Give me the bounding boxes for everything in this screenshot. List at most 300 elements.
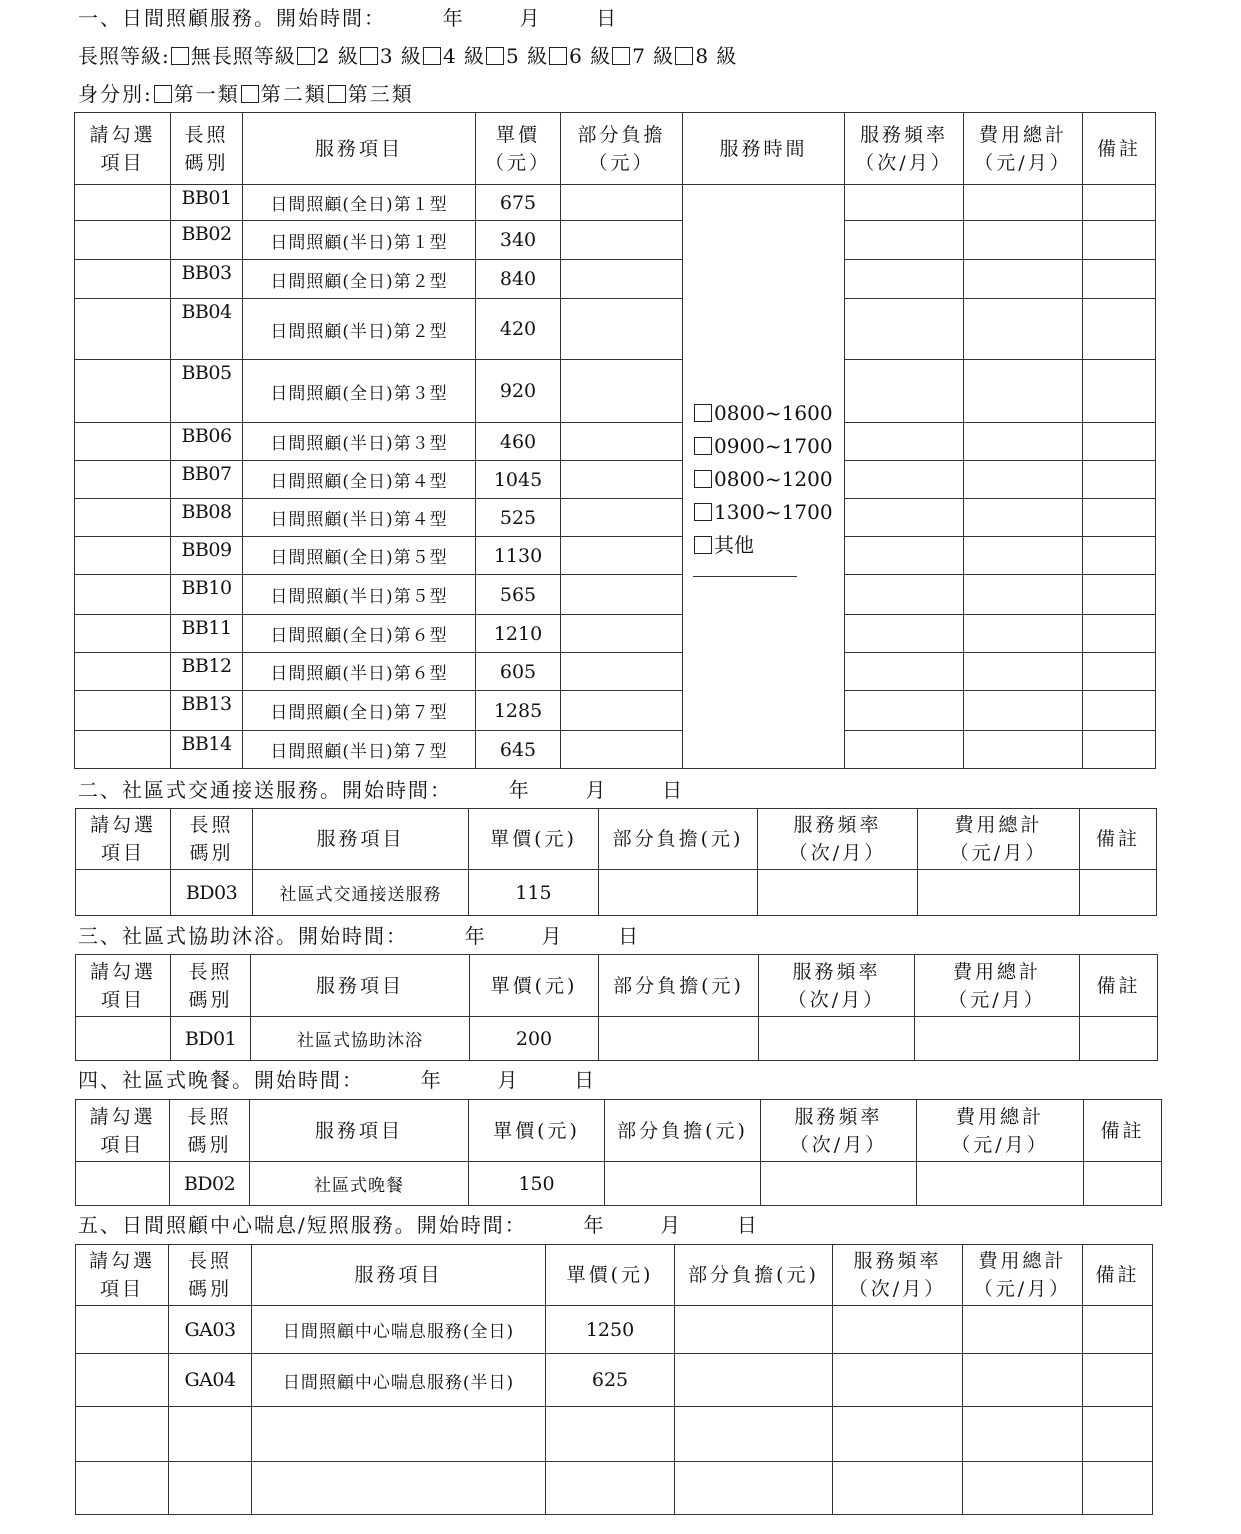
select-cell[interactable] (76, 1017, 171, 1061)
header-select: 請勾選 項目 (76, 809, 171, 870)
code-cell: BD03 (171, 870, 253, 916)
select-cell[interactable] (75, 653, 171, 691)
note-cell[interactable] (1083, 1462, 1153, 1515)
service-time-checkbox-other[interactable] (694, 536, 712, 554)
total-cell[interactable] (917, 1162, 1084, 1206)
note-cell[interactable] (1083, 1354, 1153, 1407)
grade-checkbox-5[interactable] (486, 47, 504, 65)
price-cell: 525 (476, 499, 561, 537)
code-cell[interactable] (169, 1462, 252, 1515)
select-cell[interactable] (76, 1407, 169, 1462)
header-note: 備註 (1080, 955, 1158, 1017)
code-cell: BB02 (171, 221, 243, 260)
header-item: 服務項目 (251, 955, 470, 1017)
date-year-label: 年 (508, 778, 531, 802)
copay-cell[interactable] (675, 1354, 833, 1407)
service-time-option: 0900~1700 (714, 434, 833, 458)
item-cell: 日間照顧(半日)第４型 (243, 499, 476, 537)
header-total: 費用總計 （元/月） (915, 955, 1080, 1017)
header-item: 服務項目 (250, 1100, 469, 1162)
total-cell[interactable] (964, 499, 1083, 537)
item-cell: 日間照顧中心喘息服務(全日) (252, 1306, 546, 1354)
select-cell[interactable] (76, 1354, 169, 1407)
header-freq: 服務頻率 （次/月） (761, 1100, 917, 1162)
section1-header-row (75, 113, 1156, 185)
freq-cell[interactable] (845, 499, 964, 537)
header-item: 服務項目 (243, 113, 476, 185)
select-cell[interactable] (75, 185, 171, 221)
copay-cell[interactable] (561, 260, 683, 299)
price-cell: 150 (469, 1162, 605, 1206)
code-cell: BB12 (171, 653, 243, 691)
date-day-label: 日 (736, 1213, 759, 1237)
header-freq: 服務頻率 （次/月） (759, 955, 915, 1017)
price-cell: 460 (476, 423, 561, 461)
code-cell: BB06 (171, 423, 243, 461)
copay-cell[interactable] (675, 1462, 833, 1515)
select-cell[interactable] (76, 870, 171, 916)
header-select: 請勾選 項目 (76, 1245, 169, 1306)
copay-cell[interactable] (561, 575, 683, 615)
section3-title-line (78, 920, 640, 949)
code-cell: BB10 (171, 575, 243, 615)
select-cell[interactable] (75, 691, 171, 731)
section5-title: 五、日間照顧中心喘息/短照服務。開始時間： (78, 1213, 527, 1237)
identity-label: 身分別: (78, 82, 153, 106)
table-row (76, 1354, 1153, 1407)
header-total: 費用總計 （元/月） (964, 113, 1083, 185)
section4-title: 四、社區式晚餐。開始時間： (78, 1068, 364, 1092)
header-select: 請勾選 項目 (75, 113, 171, 185)
header-select: 請勾選 項目 (76, 955, 171, 1017)
date-day-label: 日 (596, 6, 619, 30)
total-cell[interactable] (964, 653, 1083, 691)
header-note: 備註 (1080, 809, 1157, 870)
date-month-label: 月 (541, 924, 564, 948)
grade-checkbox-4[interactable] (423, 47, 441, 65)
header-item: 服務項目 (253, 809, 469, 870)
grade-option-label: 2 級 (316, 44, 359, 68)
header-total: 費用總計 （元/月） (963, 1245, 1083, 1306)
identity-checkbox-3[interactable] (328, 85, 346, 103)
price-cell: 1210 (476, 615, 561, 653)
copay-cell[interactable] (561, 537, 683, 575)
table-row (75, 221, 1156, 260)
table-row (75, 299, 1156, 360)
header-code: 長照 碼別 (171, 809, 253, 870)
section4-header-row (76, 1100, 1162, 1162)
code-cell: GA04 (169, 1354, 252, 1407)
date-year-label: 年 (442, 6, 465, 30)
total-cell[interactable] (964, 461, 1083, 499)
price-cell: 420 (476, 299, 561, 360)
table-row (75, 185, 1156, 221)
header-total: 費用總計 （元/月） (917, 1100, 1084, 1162)
note-cell[interactable] (1083, 221, 1156, 260)
header-note: 備註 (1084, 1100, 1162, 1162)
total-cell[interactable] (964, 299, 1083, 360)
price-cell: 565 (476, 575, 561, 615)
code-cell: BB11 (171, 615, 243, 653)
select-cell[interactable] (75, 499, 171, 537)
service-time-checkbox-4[interactable] (694, 503, 712, 521)
service-time-option: 0800~1200 (714, 467, 833, 491)
copay-cell[interactable] (561, 185, 683, 221)
table-row (75, 653, 1156, 691)
table-row (76, 870, 1157, 916)
header-code: 長照 碼別 (171, 113, 243, 185)
grade-option-label: 3 級 (379, 44, 422, 68)
grade-checkbox-2[interactable] (297, 47, 315, 65)
item-cell: 日間照顧(半日)第６型 (243, 653, 476, 691)
header-copay: 部分負擔(元) (599, 809, 758, 870)
header-note: 備註 (1083, 1245, 1153, 1306)
copay-cell[interactable] (561, 691, 683, 731)
header-copay: 部分負擔(元) (599, 955, 759, 1017)
date-month-label: 月 (519, 6, 542, 30)
copay-cell[interactable] (561, 423, 683, 461)
code-cell: BB13 (171, 691, 243, 731)
header-code: 長照 碼別 (170, 1100, 250, 1162)
freq-cell[interactable] (845, 360, 964, 423)
note-cell[interactable] (1080, 870, 1157, 916)
freq-cell[interactable] (845, 615, 964, 653)
note-cell[interactable] (1083, 731, 1156, 769)
table-row (75, 260, 1156, 299)
total-cell[interactable] (915, 1017, 1080, 1061)
table-row (75, 423, 1156, 461)
copay-cell[interactable] (675, 1306, 833, 1354)
total-cell[interactable] (964, 221, 1083, 260)
note-cell[interactable] (1083, 461, 1156, 499)
copay-cell[interactable] (561, 360, 683, 423)
price-cell: 340 (476, 221, 561, 260)
table-row (75, 499, 1156, 537)
service-time-option: 0800~1600 (714, 401, 833, 425)
note-cell[interactable] (1083, 615, 1156, 653)
grade-checkbox-3[interactable] (360, 47, 378, 65)
note-cell[interactable] (1083, 260, 1156, 299)
select-cell[interactable] (75, 461, 171, 499)
header-price: 單價(元) (470, 955, 599, 1017)
grade-checkbox-8[interactable] (675, 47, 693, 65)
item-cell: 日間照顧(全日)第７型 (243, 691, 476, 731)
copay-cell[interactable] (561, 461, 683, 499)
date-month-label: 月 (497, 1068, 520, 1092)
freq-cell[interactable] (833, 1306, 963, 1354)
freq-cell[interactable] (833, 1462, 963, 1515)
code-cell: BB09 (171, 537, 243, 575)
service-time-option: 其他 (714, 533, 754, 557)
freq-cell[interactable] (833, 1354, 963, 1407)
grade-checkbox-none[interactable] (171, 47, 189, 65)
service-time-checkbox-1[interactable] (694, 404, 712, 422)
header-note: 備註 (1083, 113, 1156, 185)
date-year-label: 年 (464, 924, 487, 948)
grade-label: 長照等級: (78, 44, 170, 68)
code-cell[interactable] (169, 1407, 252, 1462)
select-cell[interactable] (75, 575, 171, 615)
header-price: 單價 （元） (476, 113, 561, 185)
header-freq: 服務頻率 （次/月） (845, 113, 964, 185)
code-cell: BB07 (171, 461, 243, 499)
table-row (76, 1306, 1153, 1354)
header-time: 服務時間 (683, 113, 845, 185)
item-cell: 社區式交通接送服務 (253, 870, 469, 916)
table-row (76, 1162, 1162, 1206)
section5-header-row (76, 1245, 1153, 1306)
service-time-option: 1300~1700 (714, 500, 833, 524)
section1-title: 一、日間照顧服務。開始時間： (78, 6, 386, 30)
code-cell: BB14 (171, 731, 243, 769)
header-copay: 部分負擔(元) (605, 1100, 761, 1162)
header-freq: 服務頻率 （次/月） (758, 809, 918, 870)
table-row (75, 615, 1156, 653)
note-cell[interactable] (1083, 575, 1156, 615)
freq-cell[interactable] (845, 731, 964, 769)
price-cell: 625 (546, 1354, 675, 1407)
select-cell[interactable] (75, 221, 171, 260)
note-cell[interactable] (1083, 299, 1156, 360)
total-cell[interactable] (964, 575, 1083, 615)
header-code: 長照 碼別 (169, 1245, 252, 1306)
copay-cell[interactable] (599, 1017, 759, 1061)
note-cell[interactable] (1084, 1162, 1162, 1206)
note-cell[interactable] (1083, 1306, 1153, 1354)
item-cell: 日間照顧(半日)第１型 (243, 221, 476, 260)
table-row (76, 1462, 1153, 1515)
header-price: 單價(元) (546, 1245, 675, 1306)
date-month-label: 月 (660, 1213, 683, 1237)
copay-cell[interactable] (561, 615, 683, 653)
item-cell: 日間照顧(全日)第２型 (243, 260, 476, 299)
header-copay: 部分負擔(元) (675, 1245, 833, 1306)
price-cell: 920 (476, 360, 561, 423)
note-cell[interactable] (1083, 360, 1156, 423)
select-cell[interactable] (75, 537, 171, 575)
freq-cell[interactable] (845, 461, 964, 499)
section2-title: 二、社區式交通接送服務。開始時間： (78, 778, 452, 802)
table-row (75, 575, 1156, 615)
item-cell: 日間照顧(全日)第４型 (243, 461, 476, 499)
note-cell[interactable] (1080, 1017, 1158, 1061)
freq-cell[interactable] (845, 221, 964, 260)
section1-table (74, 112, 1156, 769)
table-row (76, 1017, 1158, 1061)
grade-checkbox-7[interactable] (612, 47, 630, 65)
copay-cell[interactable] (561, 731, 683, 769)
item-cell: 社區式晚餐 (250, 1162, 469, 1206)
note-cell[interactable] (1083, 691, 1156, 731)
table-row (75, 731, 1156, 769)
copay-cell[interactable] (675, 1407, 833, 1462)
price-cell: 1045 (476, 461, 561, 499)
price-cell[interactable] (546, 1462, 675, 1515)
freq-cell[interactable] (833, 1407, 963, 1462)
price-cell: 115 (469, 870, 599, 916)
section1-title-line (78, 2, 618, 31)
code-cell: BB03 (171, 260, 243, 299)
section2-header-row (76, 809, 1157, 870)
service-time-checkbox-2[interactable] (694, 437, 712, 455)
total-cell[interactable] (963, 1354, 1083, 1407)
total-cell[interactable] (963, 1462, 1083, 1515)
section3-header-row (76, 955, 1158, 1017)
table-row (76, 1407, 1153, 1462)
total-cell[interactable] (963, 1407, 1083, 1462)
item-cell: 日間照顧(全日)第１型 (243, 185, 476, 221)
identity-option-label: 第三類 (347, 82, 414, 106)
service-time-checkbox-3[interactable] (694, 470, 712, 488)
price-cell: 1285 (476, 691, 561, 731)
note-cell[interactable] (1083, 423, 1156, 461)
grade-option-label: 6 級 (569, 44, 612, 68)
item-cell: 日間照顧(半日)第３型 (243, 423, 476, 461)
grade-checkbox-6[interactable] (549, 47, 567, 65)
item-cell: 日間照顧(全日)第３型 (243, 360, 476, 423)
code-cell: BB08 (171, 499, 243, 537)
identity-line (78, 78, 414, 107)
service-time-other-blank[interactable] (693, 562, 797, 577)
copay-cell[interactable] (561, 499, 683, 537)
total-cell[interactable] (964, 537, 1083, 575)
freq-cell[interactable] (845, 423, 964, 461)
date-year-label: 年 (420, 1068, 443, 1092)
service-time-options (693, 397, 833, 577)
header-total: 費用總計 （元/月） (918, 809, 1080, 870)
code-cell: GA03 (169, 1306, 252, 1354)
price-cell: 645 (476, 731, 561, 769)
select-cell[interactable] (75, 423, 171, 461)
note-cell[interactable] (1083, 499, 1156, 537)
identity-checkbox-2[interactable] (241, 85, 259, 103)
section4-title-line (78, 1064, 596, 1093)
table-row (75, 537, 1156, 575)
code-cell: BB01 (171, 185, 243, 221)
price-cell: 605 (476, 653, 561, 691)
header-select: 請勾選 項目 (76, 1100, 170, 1162)
service-time-cell (683, 185, 845, 769)
note-cell[interactable] (1083, 653, 1156, 691)
item-cell: 日間照顧(全日)第５型 (243, 537, 476, 575)
copay-cell[interactable] (599, 870, 758, 916)
header-code: 長照 碼別 (171, 955, 251, 1017)
grade-line (78, 40, 737, 69)
section2-title-line (78, 774, 684, 803)
identity-checkbox-1[interactable] (154, 85, 172, 103)
select-cell[interactable] (75, 731, 171, 769)
freq-cell[interactable] (845, 691, 964, 731)
section2-table (75, 808, 1157, 916)
price-cell: 1250 (546, 1306, 675, 1354)
code-cell: BB04 (171, 299, 243, 360)
freq-cell[interactable] (761, 1162, 917, 1206)
identity-option-label: 第二類 (260, 82, 327, 106)
date-day-label: 日 (662, 778, 685, 802)
section3-title: 三、社區式協助沐浴。開始時間： (78, 924, 408, 948)
total-cell[interactable] (964, 185, 1083, 221)
freq-cell[interactable] (845, 260, 964, 299)
copay-cell[interactable] (561, 221, 683, 260)
table-row (75, 691, 1156, 731)
freq-cell[interactable] (845, 575, 964, 615)
grade-option-label: 5 級 (506, 44, 549, 68)
item-cell: 日間照顧(半日)第２型 (243, 299, 476, 360)
grade-option-label: 8 級 (695, 44, 738, 68)
copay-cell[interactable] (561, 653, 683, 691)
header-freq: 服務頻率 （次/月） (833, 1245, 963, 1306)
item-cell: 日間照顧(全日)第６型 (243, 615, 476, 653)
select-cell[interactable] (75, 299, 171, 360)
item-cell: 社區式協助沐浴 (251, 1017, 470, 1061)
select-cell[interactable] (75, 615, 171, 653)
select-cell[interactable] (75, 260, 171, 299)
date-year-label: 年 (583, 1213, 606, 1237)
code-cell: BD01 (171, 1017, 251, 1061)
select-cell[interactable] (76, 1306, 169, 1354)
total-cell[interactable] (964, 260, 1083, 299)
section4-table (75, 1099, 1162, 1206)
section3-table (75, 954, 1158, 1061)
select-cell[interactable] (76, 1462, 169, 1515)
freq-cell[interactable] (759, 1017, 915, 1061)
total-cell[interactable] (964, 731, 1083, 769)
code-cell: BD02 (170, 1162, 250, 1206)
total-cell[interactable] (963, 1306, 1083, 1354)
total-cell[interactable] (964, 360, 1083, 423)
date-day-label: 日 (574, 1068, 597, 1092)
price-cell[interactable] (546, 1407, 675, 1462)
select-cell[interactable] (76, 1162, 170, 1206)
price-cell: 200 (470, 1017, 599, 1061)
price-cell: 840 (476, 260, 561, 299)
freq-cell[interactable] (758, 870, 918, 916)
total-cell[interactable] (964, 423, 1083, 461)
item-cell: 日間照顧(半日)第５型 (243, 575, 476, 615)
table-row (75, 360, 1156, 423)
item-cell[interactable] (252, 1462, 546, 1515)
price-cell: 1130 (476, 537, 561, 575)
freq-cell[interactable] (845, 653, 964, 691)
code-cell: BB05 (171, 360, 243, 423)
freq-cell[interactable] (845, 537, 964, 575)
total-cell[interactable] (964, 615, 1083, 653)
note-cell[interactable] (1083, 537, 1156, 575)
item-cell: 日間照顧中心喘息服務(半日) (252, 1354, 546, 1407)
copay-cell[interactable] (605, 1162, 761, 1206)
total-cell[interactable] (918, 870, 1080, 916)
section5-title-line (78, 1209, 759, 1238)
note-cell[interactable] (1083, 1407, 1153, 1462)
date-month-label: 月 (585, 778, 608, 802)
total-cell[interactable] (964, 691, 1083, 731)
header-price: 單價(元) (469, 809, 599, 870)
freq-cell[interactable] (845, 299, 964, 360)
header-price: 單價(元) (469, 1100, 605, 1162)
grade-option-label: 無長照等級 (190, 44, 296, 68)
copay-cell[interactable] (561, 299, 683, 360)
identity-option-label: 第一類 (173, 82, 240, 106)
table-row (75, 461, 1156, 499)
note-cell[interactable] (1083, 185, 1156, 221)
freq-cell[interactable] (845, 185, 964, 221)
item-cell[interactable] (252, 1407, 546, 1462)
select-cell[interactable] (75, 360, 171, 423)
grade-option-label: 4 級 (442, 44, 486, 68)
price-cell: 675 (476, 185, 561, 221)
date-day-label: 日 (618, 924, 641, 948)
header-copay: 部分負擔 （元） (561, 113, 683, 185)
